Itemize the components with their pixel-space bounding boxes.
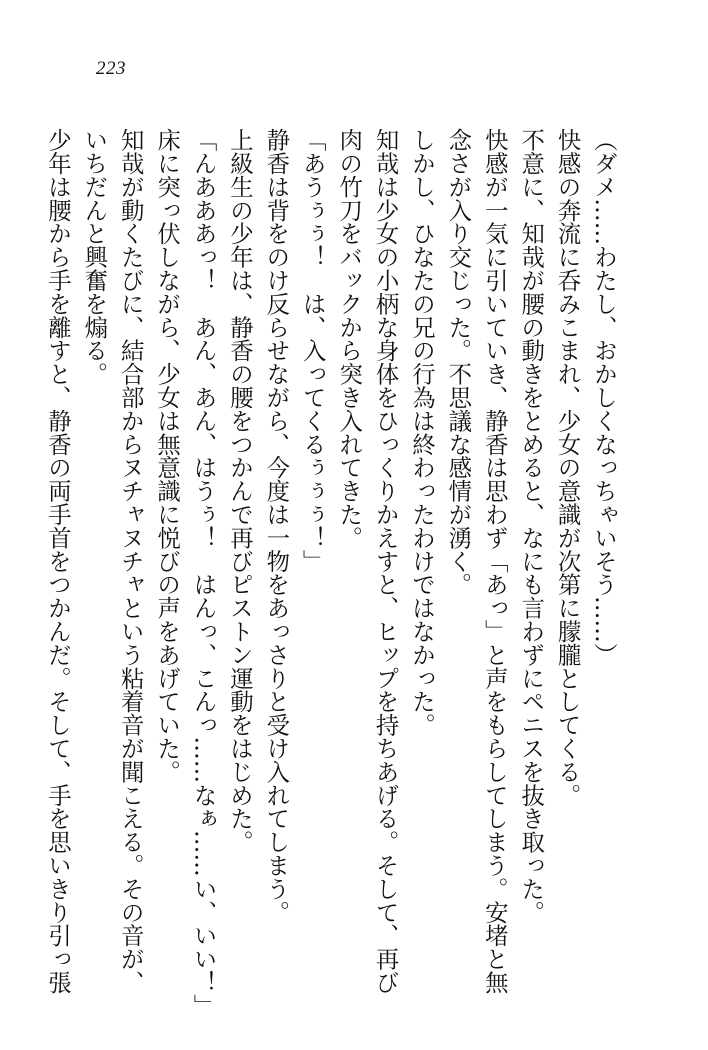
- page-number: 223: [96, 58, 126, 79]
- text-line: 快感の奔流に呑みこまれ、少女の意識が次第に朦朧としてくる。: [553, 128, 582, 807]
- text-line: 快感が一気に引いていき、静香は思わず「あっ」と声をもらしてしまう。安堵と無: [480, 128, 509, 994]
- body-text: [40, 128, 623, 1018]
- text-line: 肉の竹刀をバックから突き入れてきた。: [335, 128, 364, 550]
- text-line: 念さが入り交じった。不思議な感情が湧く。: [444, 128, 473, 596]
- text-line: 「んあああっ！ あん、あん、はうぅ！ はんっ、こんっ……なぁ……い、いい！」: [189, 128, 218, 1018]
- text-line: 少年は腰から手を離すと、静香の両手首をつかんだ。そして、手を思いきり引っ張: [43, 128, 72, 994]
- text-line: 床に突っ伏しながら、少女は無意識に悦びの声をあげていた。: [153, 128, 182, 784]
- text-line: いちだんと興奮を煽る。: [80, 128, 109, 386]
- text-line: 「あうぅぅ！ は、入ってくるぅぅぅ！」: [298, 128, 327, 573]
- text-line: 静香は背をのけ反らせながら、今度は一物をあっさりと受け入れてしまう。: [262, 128, 291, 924]
- text-line: 不意に、知哉が腰の動きをとめると、なにも言わずにペニスを抜き取った。: [517, 128, 546, 924]
- text-line: 上級生の少年は、静香の腰をつかんで再びピストン運動をはじめた。: [225, 128, 254, 854]
- text-line: 知哉は少女の小柄な身体をひっくりかえすと、ヒップを持ちあげる。そして、再び: [371, 128, 400, 994]
- text-line: 知哉が動くたびに、結合部からヌチャヌチャという粘着音が聞こえる。その音が、: [116, 128, 145, 994]
- text-line: しかし、ひなたの兄の行為は終わったわけではなかった。: [407, 128, 436, 737]
- text-line: （ダメ……わたし、おかしくなっちゃいそう……）: [590, 128, 618, 667]
